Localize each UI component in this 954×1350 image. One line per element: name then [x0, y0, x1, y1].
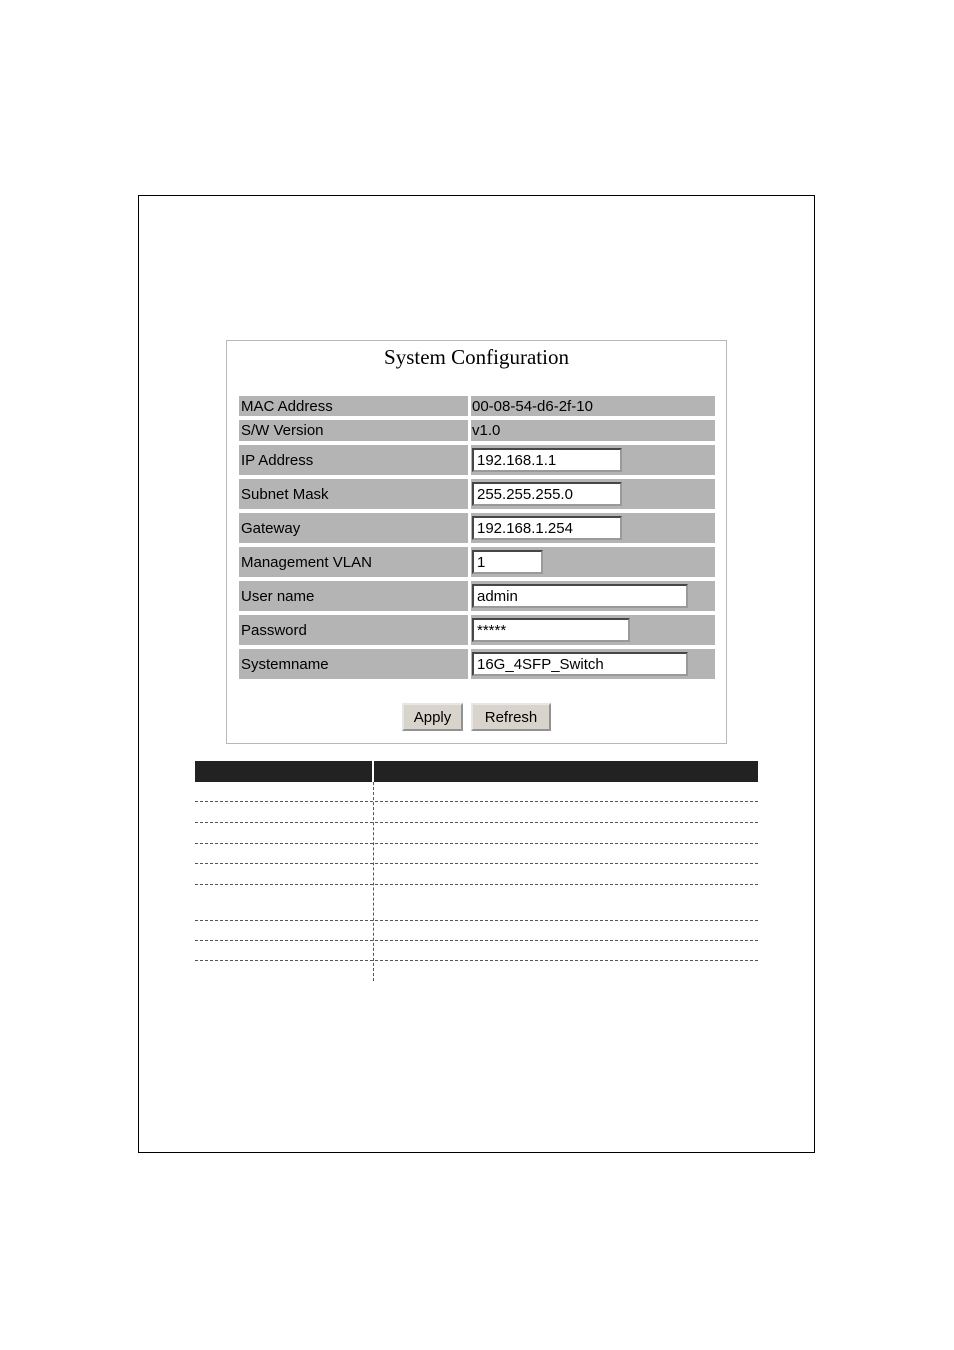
- subnet-mask-cell: [471, 479, 715, 509]
- row-mac-address: [239, 396, 715, 416]
- table-row-line: [195, 843, 758, 844]
- header-separator: [372, 761, 374, 782]
- ip-address-cell: [471, 445, 715, 475]
- row-user-name: [239, 581, 715, 611]
- row-subnet-mask: [239, 479, 715, 509]
- systemname-label: Systemname: [241, 655, 329, 673]
- sw-version-value: v1.0: [472, 422, 501, 439]
- gateway-cell: [471, 513, 715, 543]
- row-gateway: [239, 513, 715, 543]
- apply-button[interactable]: Apply: [402, 703, 463, 731]
- user-name-cell: [471, 581, 715, 611]
- ip-address-label: IP Address: [241, 451, 314, 469]
- table-row-line: [195, 920, 758, 921]
- row-systemname: [239, 649, 715, 679]
- systemname-input[interactable]: [472, 652, 688, 676]
- password-cell: [471, 615, 715, 645]
- user-name-input[interactable]: [472, 584, 688, 608]
- management-vlan-cell: [471, 547, 715, 577]
- password-label: Password: [241, 621, 307, 639]
- row-management-vlan: [239, 547, 715, 577]
- password-input[interactable]: [472, 618, 630, 642]
- mac-address-label: MAC Address: [241, 397, 333, 415]
- row-ip-address: [239, 445, 715, 475]
- description-table-header: [195, 761, 758, 782]
- ip-address-input[interactable]: [472, 448, 622, 472]
- system-configuration-panel: [226, 340, 727, 744]
- table-row-line: [195, 822, 758, 823]
- refresh-button[interactable]: Refresh: [471, 703, 551, 731]
- table-row-line: [195, 801, 758, 802]
- table-row-line: [195, 884, 758, 885]
- sw-version-label: S/W Version: [241, 422, 324, 439]
- table-row-line: [195, 960, 758, 961]
- column-divider: [373, 782, 374, 981]
- management-vlan-input[interactable]: [472, 550, 543, 574]
- gateway-label: Gateway: [241, 519, 301, 537]
- description-table: [195, 761, 758, 981]
- panel-title: System Configuration: [384, 345, 569, 369]
- management-vlan-label: Management VLAN: [241, 553, 372, 571]
- subnet-mask-label: Subnet Mask: [241, 485, 329, 503]
- mac-address-value: 00-08-54-d6-2f-10: [472, 397, 593, 415]
- table-row-line: [195, 940, 758, 941]
- row-sw-version: [239, 420, 715, 441]
- gateway-input[interactable]: [472, 516, 622, 540]
- row-password: [239, 615, 715, 645]
- systemname-cell: [471, 649, 715, 679]
- table-row-line: [195, 863, 758, 864]
- user-name-label: User name: [241, 587, 315, 605]
- subnet-mask-input[interactable]: [472, 482, 622, 506]
